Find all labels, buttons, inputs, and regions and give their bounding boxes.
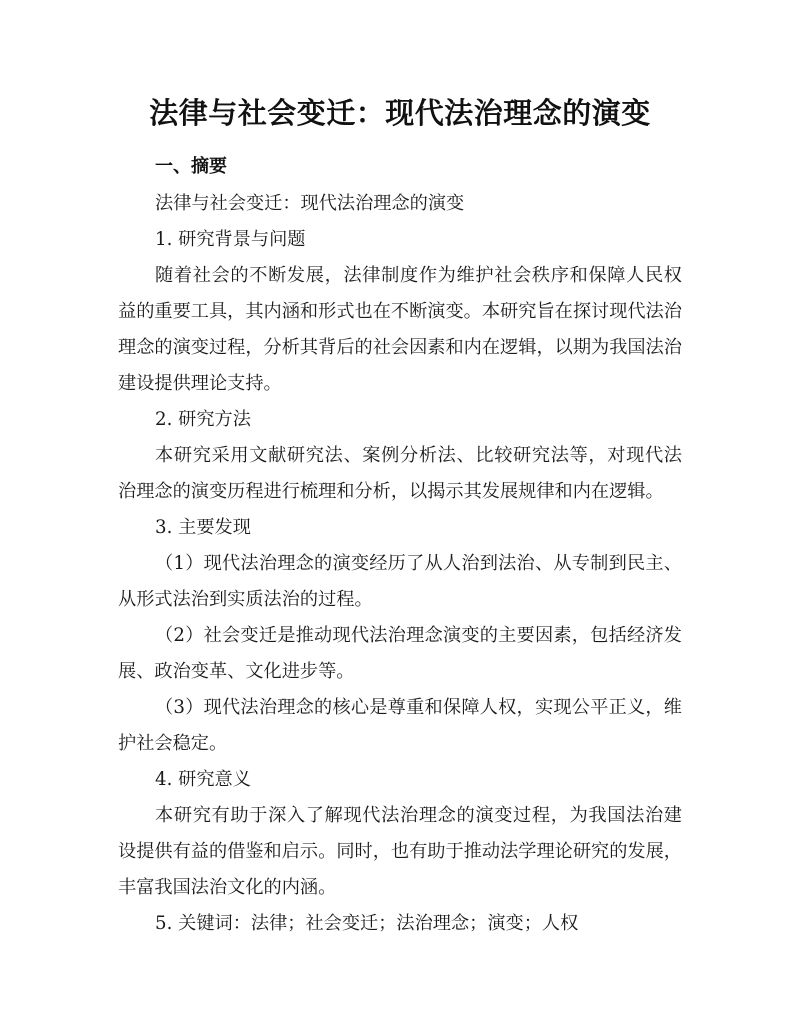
paragraph-research-significance: 本研究有助于深入了解现代法治理念的演变过程，为我国法治建设提供有益的借鉴和启示。同时，也有助于推动法学理论研究的发展，丰富我国法治文化的内涵。 <box>118 805 682 898</box>
subheading-main-findings: 3. 主要发现 <box>155 517 251 538</box>
section-heading-abstract: 一、摘要 <box>155 156 227 177</box>
keywords-line: 5. 关键词：法律；社会变迁；法治理念；演变；人权 <box>155 913 579 934</box>
subheading-research-methods: 2. 研究方法 <box>155 409 251 430</box>
subheading-research-significance: 4. 研究意义 <box>155 769 251 790</box>
finding-item-2: （2）社会变迁是推动现代法治理念演变的主要因素，包括经济发展、政治变革、文化进步等。 <box>118 625 682 682</box>
paragraph-research-methods: 本研究采用文献研究法、案例分析法、比较研究法等，对现代法治理念的演变历程进行梳理和分析，以揭示其发展规律和内在逻辑。 <box>118 445 682 502</box>
document-title: 法律与社会变迁：现代法治理念的演变 <box>149 96 651 130</box>
paragraph-research-background: 随着社会的不断发展，法律制度作为维护社会秩序和保障人民权益的重要工具，其内涵和形式也在不断演变。本研究旨在探讨现代法治理念的演变过程，分析其背后的社会因素和内在逻辑，以期为我国法治建设提供理论支持。 <box>118 265 682 394</box>
abstract-title-line: 法律与社会变迁：现代法治理念的演变 <box>155 193 465 214</box>
finding-item-3: （3）现代法治理念的核心是尊重和保障人权，实现公平正义，维护社会稳定。 <box>118 697 682 754</box>
subheading-research-background: 1. 研究背景与问题 <box>155 229 306 250</box>
finding-item-1: （1）现代法治理念的演变经历了从人治到法治、从专制到民主、从形式法治到实质法治的过程。 <box>118 553 682 610</box>
